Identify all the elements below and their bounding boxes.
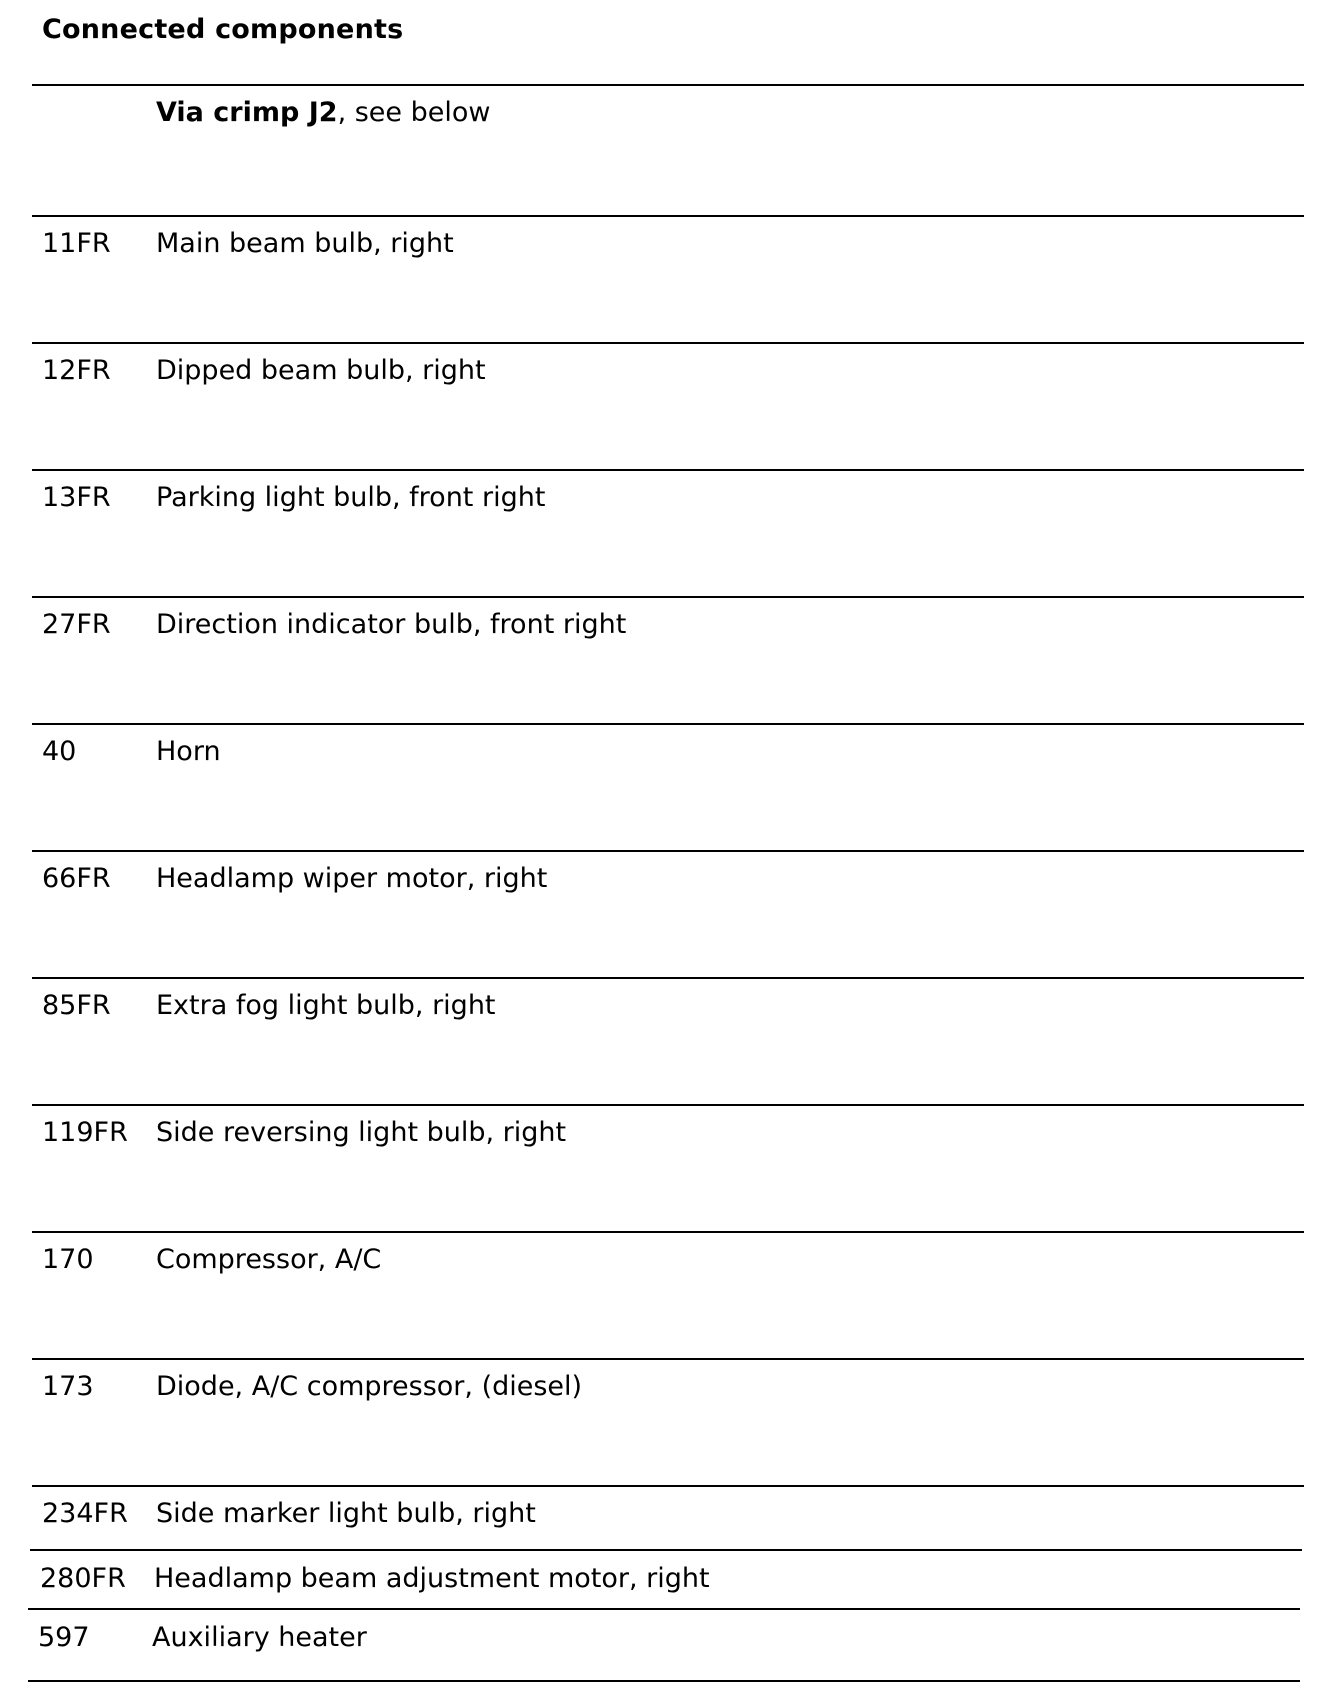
component-code: 170 [42, 1244, 94, 1275]
component-description: Parking light bulb, front right [156, 482, 546, 513]
component-code: 280FR [40, 1563, 126, 1594]
page-title: Connected components [42, 14, 404, 45]
divider [32, 723, 1304, 725]
component-code: 234FR [42, 1498, 128, 1529]
component-code: 173 [42, 1371, 94, 1402]
component-code: 597 [38, 1622, 90, 1653]
divider [28, 1608, 1300, 1610]
component-description: Auxiliary heater [152, 1622, 367, 1653]
component-code: 27FR [42, 609, 111, 640]
component-description: Dipped beam bulb, right [156, 355, 486, 386]
component-description: Compressor, A/C [156, 1244, 382, 1275]
component-description: Main beam bulb, right [156, 228, 454, 259]
component-code: 13FR [42, 482, 111, 513]
component-description: Headlamp wiper motor, right [156, 863, 548, 894]
component-description: Side reversing light bulb, right [156, 1117, 567, 1148]
divider [32, 596, 1304, 598]
component-description: Direction indicator bulb, front right [156, 609, 627, 640]
divider [32, 215, 1304, 217]
component-description: Horn [156, 736, 221, 767]
component-code: 119FR [42, 1117, 128, 1148]
component-description: Diode, A/C compressor, (diesel) [156, 1371, 583, 1402]
divider [32, 1485, 1304, 1487]
component-code: 40 [42, 736, 77, 767]
divider [28, 1680, 1300, 1682]
divider [32, 977, 1304, 979]
crimp-note [156, 96, 490, 130]
component-code: 12FR [42, 355, 111, 386]
divider [32, 342, 1304, 344]
component-description: Side marker light bulb, right [156, 1498, 536, 1529]
divider [32, 1358, 1304, 1360]
component-description: Extra fog light bulb, right [156, 990, 496, 1021]
crimp-note-bold: Via crimp J2 [156, 97, 338, 128]
crimp-note-rest: , see below [337, 97, 491, 128]
divider [32, 850, 1304, 852]
divider [32, 1231, 1304, 1233]
component-code: 66FR [42, 863, 111, 894]
divider [30, 1549, 1302, 1551]
divider [32, 84, 1304, 86]
divider [32, 469, 1304, 471]
component-description: Headlamp beam adjustment motor, right [154, 1563, 710, 1594]
component-code: 11FR [42, 228, 111, 259]
divider [32, 1104, 1304, 1106]
component-code: 85FR [42, 990, 111, 1021]
